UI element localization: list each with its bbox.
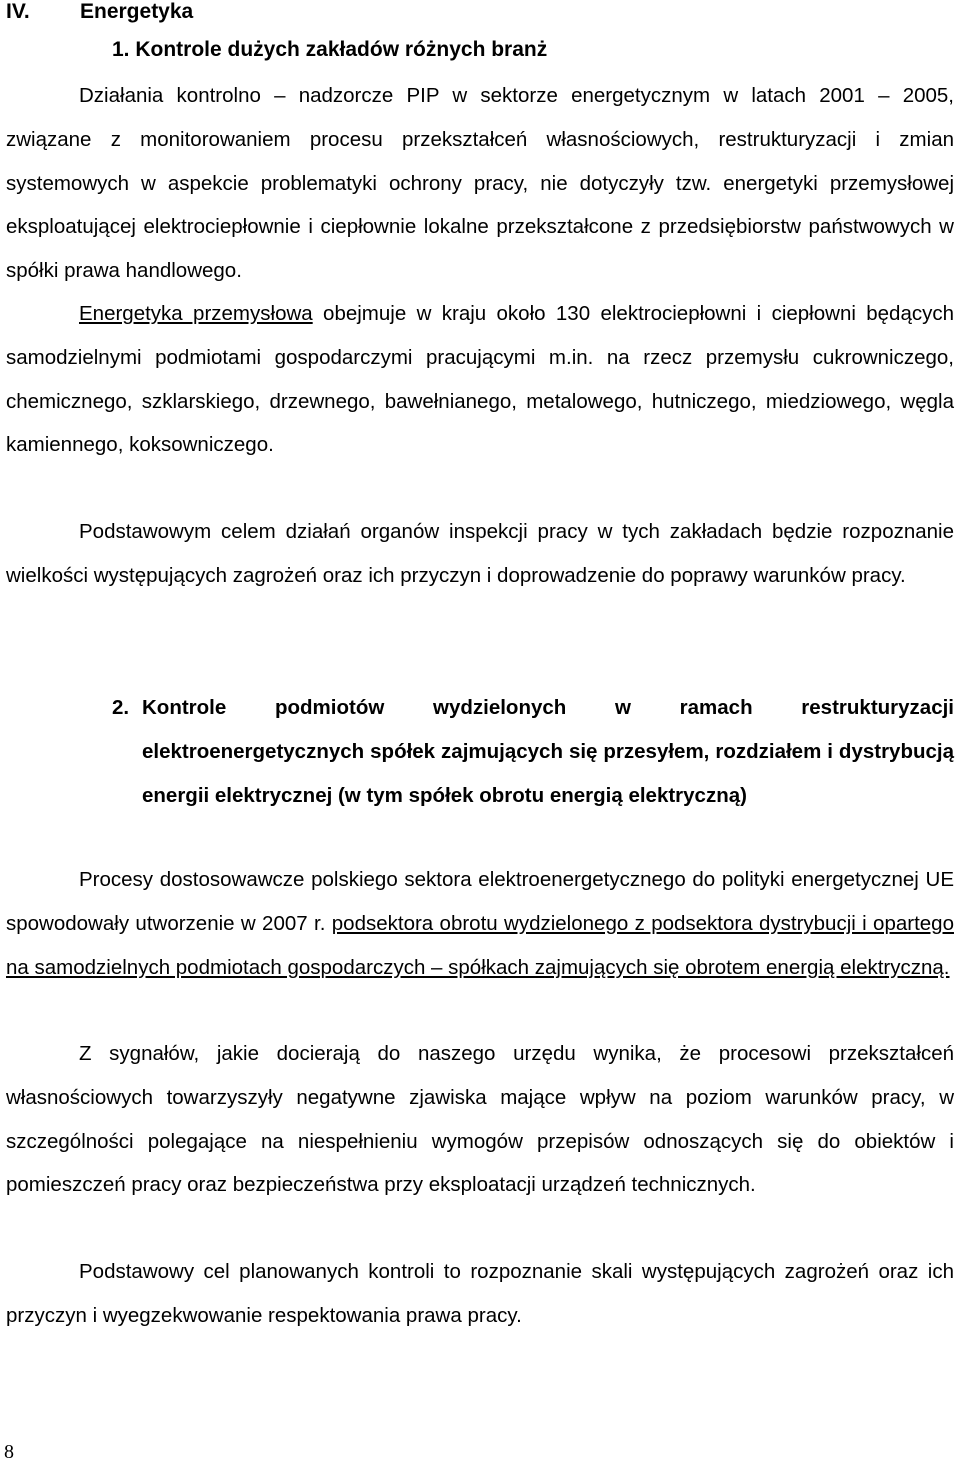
section1-paragraph-1: Działania kontrolno – nadzorcze PIP w sektorze energetycznym w latach 2001 – 2005, związane z monitorowaniem procesu przekształceń własnościowych, restrukturyzacji i zmian systemowych w aspekcie problematyki ochrony pracy, nie dotyczyły tzw. energetyki przemysłowej eksploatującej elektrociepłownie i ciepłownie lokalne przekształcone z przedsiębiorstw państwowych w spółki prawa handlowego. [6, 84, 954, 283]
podsektora-obrotu-term: podsektora obrotu wydzielonego z podsektora dystrybucji i opartego na samodzielnych podmiotach gospodarczych – spółkach zajmujących się obrotem energią elektryczną. [6, 911, 954, 979]
section1-paragraph-2-text: obejmuje w kraju około 130 elektrociepłowni i ciepłowni będących samodzielnymi podmiotami gospodarczymi pracującymi m.in. na rzecz przemysłu cukrowniczego, chemicznego, szklarskiego, drzewnego, bawełnianego, metalowego, hutniczego, miedziowego, węgla kamiennego, koksowniczego. [6, 302, 955, 457]
section1-paragraph-3: Podstawowym celem działań organów inspekcji pracy w tych zakładach będzie rozpoznanie wielkości występujących zagrożeń oraz ich przyczyn i doprowadzenie do poprawy warunków pracy. [6, 520, 954, 587]
energetyka-przemyslowa-term: Energetyka przemysłowa [79, 302, 313, 325]
page-number: 8 [4, 1441, 14, 1463]
section2-number: 2. [112, 696, 130, 719]
section1-paragraph-2 [6, 292, 954, 467]
chapter-heading [6, 0, 193, 24]
section2-paragraph-1-text: Procesy dostosowawcze polskiego sektora elektroenergetycznego do polityki energetycznej UE spowodowały utworzenie w 2007 r. [6, 868, 954, 935]
section2-title: Kontrole podmiotów wydzielonych w ramach restrukturyzacji elektroenergetycznych spółek zajmujących się przesyłem, rozdziałem i dystrybucją energii elektrycznej (w tym spółek obrotu energią elektryczną) [142, 696, 954, 807]
section2-paragraph-1 [6, 858, 954, 989]
chapter-title: Energetyka [80, 0, 194, 23]
chapter-number: IV. [6, 0, 30, 23]
section1-title: 1. Kontrole dużych zakładów różnych branż [112, 38, 548, 61]
section2-title-block [112, 686, 954, 817]
section2-paragraph-3: Podstawowy cel planowanych kontroli to rozpoznanie skali występujących zagrożeń oraz ich przyczyn i wyegzekwowanie respektowania prawa pracy. [6, 1260, 954, 1327]
section2-paragraph-2: Z sygnałów, jakie docierają do naszego urzędu wynika, że procesowi przekształceń własnościowych towarzyszyły negatywne zjawiska mające wpływ na poziom warunków pracy, w szczególności polegające na niespełnieniu wymogów przepisów odnoszących się do obiektów i pomieszczeń pracy oraz bezpieczeństwa przy eksploatacji urządzeń technicznych. [6, 1042, 954, 1197]
